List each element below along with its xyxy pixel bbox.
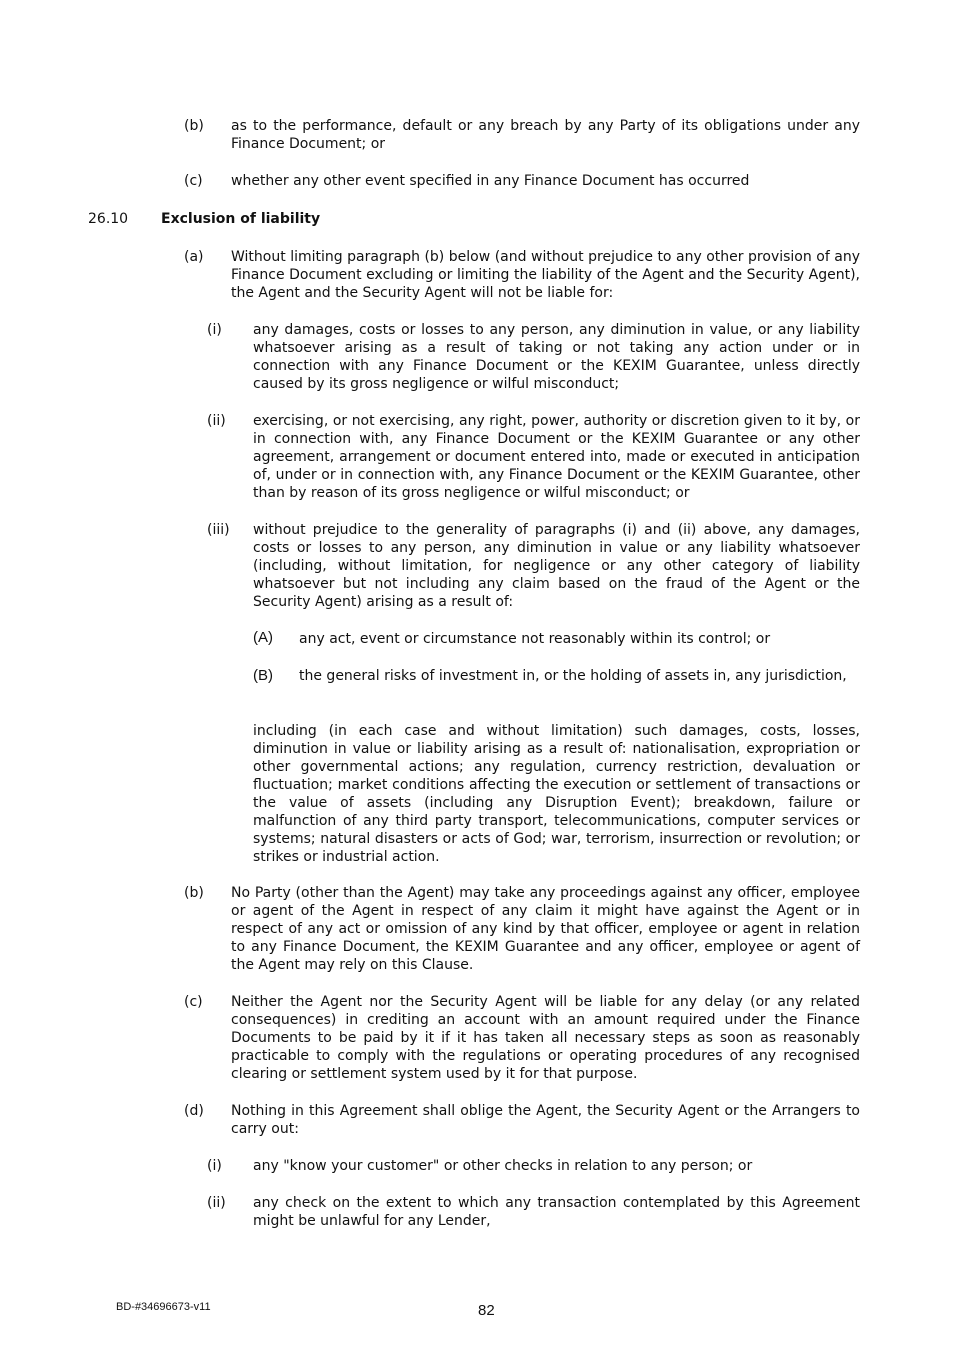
clause-A-text: any act, event or circumstance not reasonably within its control; or (299, 631, 771, 647)
item-text: as to the performance, default or any breach by any Party of its obligations under any Finance Document; or (231, 118, 860, 152)
item-text: whether any other event specified in any Finance Document has occurred (231, 173, 750, 189)
subparagraph-label: (i) (207, 322, 222, 338)
subparagraph-text: exercising, or not exercising, any right, power, authority or discretion given to it by, or in connection with, any Finance Document or the KEXIM Guarantee or any other agreement, arrangement or document entered into, made or executed in anticipation of, under or in connection with, any Finance Document or the KEXIM Guarantee, other than by reason of its gross negligence or wilful misconduct; or (253, 413, 860, 501)
clause-B-text: the general risks of investment in, or the holding of assets in, any jurisdiction, (299, 668, 847, 684)
item-label: (b) (184, 118, 204, 134)
paragraph-d-text: Nothing in this Agreement shall oblige the Agent, the Security Agent or the Arrangers to carry out: (231, 1103, 860, 1137)
document-reference: BD-#34696673-v11 (116, 1301, 211, 1313)
paragraph-b-text: No Party (other than the Agent) may take any proceedings against any officer, employee or agent of the Agent in respect of any claim it might have against the Agent or in respect of any act or omission of any kind by that officer, employee or agent in relation to any Finance Document, the KEXIM Guarantee and any officer, employee or agent of the Agent may rely on this Clause. (231, 885, 860, 973)
paragraph-label-c: (c) (184, 994, 203, 1010)
subparagraph-label: (ii) (207, 413, 226, 429)
section-title: Exclusion of liability (161, 211, 321, 227)
subparagraph-label: (ii) (207, 1195, 226, 1211)
clause-label-A: (A) (253, 629, 273, 646)
page-number: 82 (478, 1302, 495, 1319)
paragraph-label-d: (d) (184, 1103, 204, 1119)
paragraph-a-text: Without limiting paragraph (b) below (and without prejudice to any other provision of any Finance Document excluding or limiting the liability of the Agent and the Security Agent), the Agent and the Security Agent will not be liable for: (231, 249, 860, 301)
subparagraph-label: (iii) (207, 522, 230, 538)
subparagraph-text: any check on the extent to which any transaction contemplated by this Agreement might be unlawful for any Lender, (253, 1195, 860, 1229)
paragraph-label-b: (b) (184, 885, 204, 901)
continuation-paragraph: including (in each case and without limitation) such damages, costs, losses, diminution in value or liability arising as a result of: nationalisation, expropriation or other governmental actions; any regulation, currency restriction, devaluation or fluctuation; market conditions affecting the execution or settlement of transactions or the value of assets (including any Disruption Event); breakdown, failure or malfunction of any third party transport, telecommunications, computer services or systems; natural disasters or acts of God; war, terrorism, insurrection or revolution; or strikes or industrial action. (253, 723, 860, 865)
subparagraph-text: any "know your customer" or other checks in relation to any person; or (253, 1158, 753, 1174)
subparagraph-text: without prejudice to the generality of paragraphs (i) and (ii) above, any damages, costs or losses to any person, any diminution in value or any liability whatsoever (including, without limitation, for negligence or any other category of liability whatsoever but not including any claim based on the fraud of the Agent or the Security Agent) arising as a result of: (253, 522, 860, 610)
paragraph-c-text: Neither the Agent nor the Security Agent will be liable for any delay (or any related consequences) in crediting an account with an amount required under the Finance Documents to be paid by it if it has taken all necessary steps as soon as reasonably practicable to comply with the regulations or operating procedures of any recognised clearing or settlement system used by it for that purpose. (231, 994, 860, 1082)
subparagraph-label: (i) (207, 1158, 222, 1174)
section-number: 26.10 (88, 211, 129, 227)
subparagraph-text: any damages, costs or losses to any person, any diminution in value, or any liability whatsoever arising as a result of taking or not taking any action under or in connection with any Finance Document or the KEXIM Guarantee, unless directly caused by its gross negligence or wilful misconduct; (253, 322, 860, 392)
item-label: (c) (184, 173, 203, 189)
clause-label-B: (B) (253, 667, 273, 684)
paragraph-label-a: (a) (184, 249, 204, 265)
